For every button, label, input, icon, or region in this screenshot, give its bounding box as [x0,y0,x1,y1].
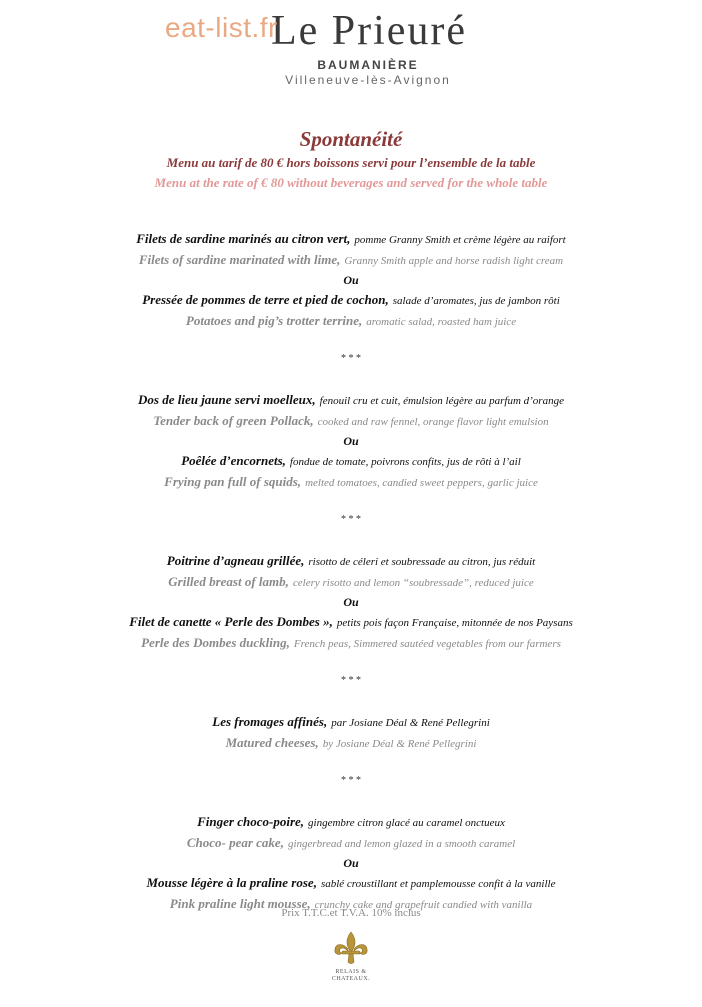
watermark: eat-list.fr [165,12,278,43]
or-label: Ou [343,595,359,609]
course-starter [0,229,702,332]
dish-description: sablé croustillant et pamplemousse confit à la vanille [320,878,556,890]
dish-name: Les fromages affinés, [212,714,328,729]
dish-name: Potatoes and pig’s trotter terrine, [185,313,363,328]
relais-chateaux-logo [0,929,702,983]
dish-name: Choco- pear cake, [186,835,284,850]
dish-description: fenouil cru et cuit, émulsion légère au parfum d’orange [319,395,564,407]
dish-en [0,472,702,493]
course-main [0,551,702,654]
dish-description: salade d’aromates, jus de jambon rôti [392,295,560,307]
dish-description: cooked and raw fennel, orange flavor light emulsion [317,416,549,428]
dish-description: aromatic salad, roasted ham juice [366,316,517,328]
dish-description: French peas, Simmered sautéed vegetables from our farmers [293,638,561,650]
course-fish [0,390,702,493]
or-label: Ou [343,434,359,448]
dish-description: crunchy cake and grapefruit candied with vanilla [314,899,533,911]
or-label: Ou [343,856,359,870]
dish-name: Filets of sardine marinated with lime, [138,252,341,267]
dish-description: fondue de tomate, poivrons confits, jus de rôti à l’ail [289,456,521,468]
dish-en [0,733,702,754]
course-separator: * * * [341,353,361,364]
dish-description: Granny Smith apple and horse radish light cream [344,255,564,267]
dish-fr [0,451,702,472]
dish-name: Perle des Dombes duckling, [141,635,290,650]
menu-footer [0,907,702,983]
course-cheese [0,712,702,754]
dish-fr [0,873,702,894]
dish-name: Matured cheeses, [225,735,319,750]
course-list [0,229,702,915]
dish-name: Dos de lieu jaune servi moelleux, [138,392,316,407]
course-separator: * * * [341,775,361,786]
dish-description: risotto de céleri et soubressade au citron, jus réduit [308,556,536,568]
dish-name: Grilled breast of lamb, [168,574,289,589]
menu-title: Spontanéité [299,127,403,151]
logo-line-2: CHATEAUX. [331,976,371,982]
dish-name: Mousse légère à la praline rose, [146,875,317,890]
course-separator: * * * [341,514,361,525]
dish-name: Pressée de pommes de terre et pied de cochon, [142,292,389,307]
logo-line-1: RELAIS & [335,969,367,975]
menu-description-fr: Menu au tarif de 80 € hors boissons servi pour l’ensemble de la table [166,155,536,170]
dish-name: Pink praline light mousse, [169,896,311,911]
dish-name: Filets de sardine marinés au citron vert, [136,231,351,246]
dish-fr [0,229,702,250]
course-separator: * * * [341,675,361,686]
course-dessert [0,812,702,915]
dish-fr [0,290,702,311]
dish-description: gingembre citron glacé au caramel onctueux [308,817,505,829]
menu-description-en: Menu at the rate of € 80 without beverages and served for the whole table [154,175,548,190]
dish-en [0,633,702,654]
restaurant-name: Le Prieuré [270,8,468,54]
dish-name: Poêlée d’encornets, [181,453,286,468]
dish-en [0,833,702,854]
restaurant-subtitle: BAUMANIÈRE [317,58,419,72]
restaurant-header [0,8,702,87]
dish-name: Poitrine d’agneau grillée, [166,553,305,568]
dish-name: Tender back of green Pollack, [153,413,314,428]
dish-en [0,411,702,432]
dish-description: gingerbread and lemon glazed in a smooth caramel [287,838,516,850]
dish-en [0,250,702,271]
dish-description: par Josiane Déal & René Pellegrini [331,717,490,729]
dish-fr [0,812,702,833]
dish-name: Filet de canette « Perle des Dombes », [129,614,333,629]
or-label: Ou [343,273,359,287]
dish-fr [0,551,702,572]
restaurant-city: Villeneuve-lès-Avignon [285,73,451,87]
price-notice: Prix T.T.C.et T.V.A. 10% inclus [281,907,421,919]
menu-header [0,126,702,192]
dish-description: melted tomatoes, candied sweet peppers, garlic juice [305,477,538,489]
dish-en [0,311,702,332]
dish-description: pomme Granny Smith et crème légère au raifort [354,234,566,246]
dish-fr [0,612,702,633]
dish-fr [0,712,702,733]
dish-en [0,572,702,593]
dish-fr [0,390,702,411]
dish-description: petits pois façon Française, mitonnée de nos Paysans [336,617,573,629]
dish-description: by Josiane Déal & René Pellegrini [322,738,477,750]
fleur-de-lis-icon [331,929,371,969]
dish-name: Frying pan full of squids, [164,474,302,489]
dish-name: Finger choco-poire, [197,814,305,829]
dish-description: celery risotto and lemon “soubressade”, reduced juice [292,577,534,589]
